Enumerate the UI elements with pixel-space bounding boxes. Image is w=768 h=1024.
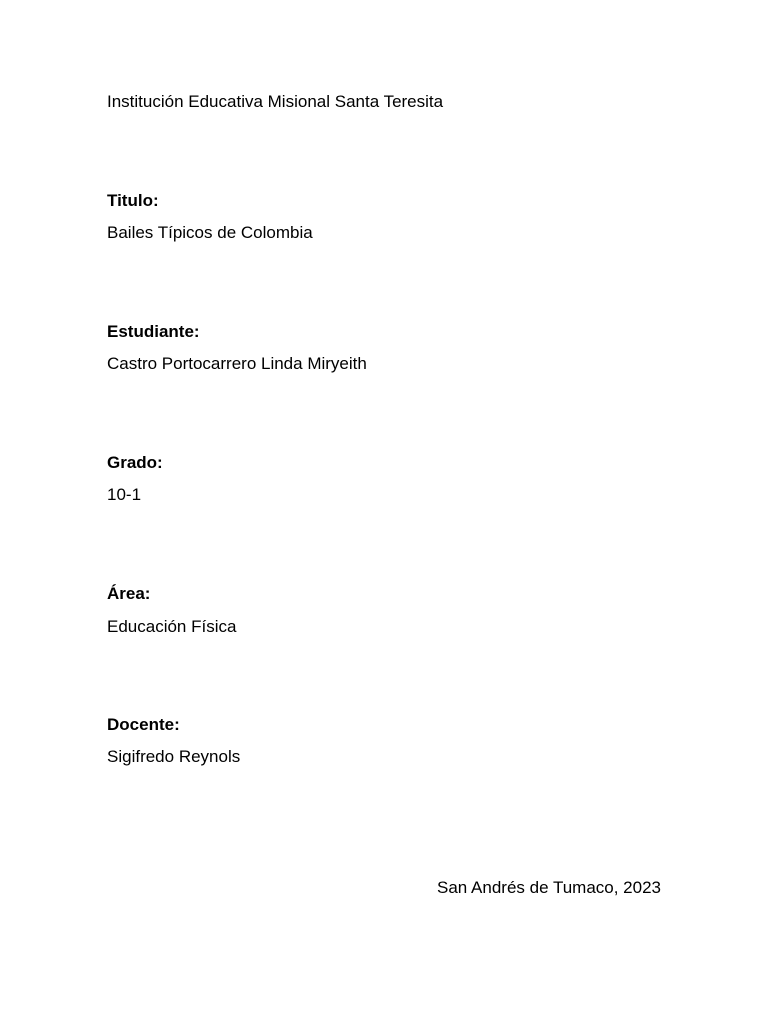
area-value: Educación Física bbox=[107, 617, 237, 636]
institution-name: Institución Educativa Misional Santa Teresita bbox=[107, 92, 444, 111]
title-label: Titulo: bbox=[107, 191, 159, 210]
teacher-value: Sigifredo Reynols bbox=[107, 747, 241, 766]
title-value: Bailes Típicos de Colombia bbox=[107, 223, 313, 242]
student-label: Estudiante: bbox=[107, 322, 200, 341]
area-label: Área: bbox=[107, 584, 151, 603]
grade-value: 10-1 bbox=[107, 485, 142, 504]
place-date: San Andrés de Tumaco, 2023 bbox=[437, 878, 661, 897]
teacher-label: Docente: bbox=[107, 715, 180, 734]
grade-label: Grado: bbox=[107, 453, 163, 472]
student-value: Castro Portocarrero Linda Miryeith bbox=[107, 354, 367, 373]
